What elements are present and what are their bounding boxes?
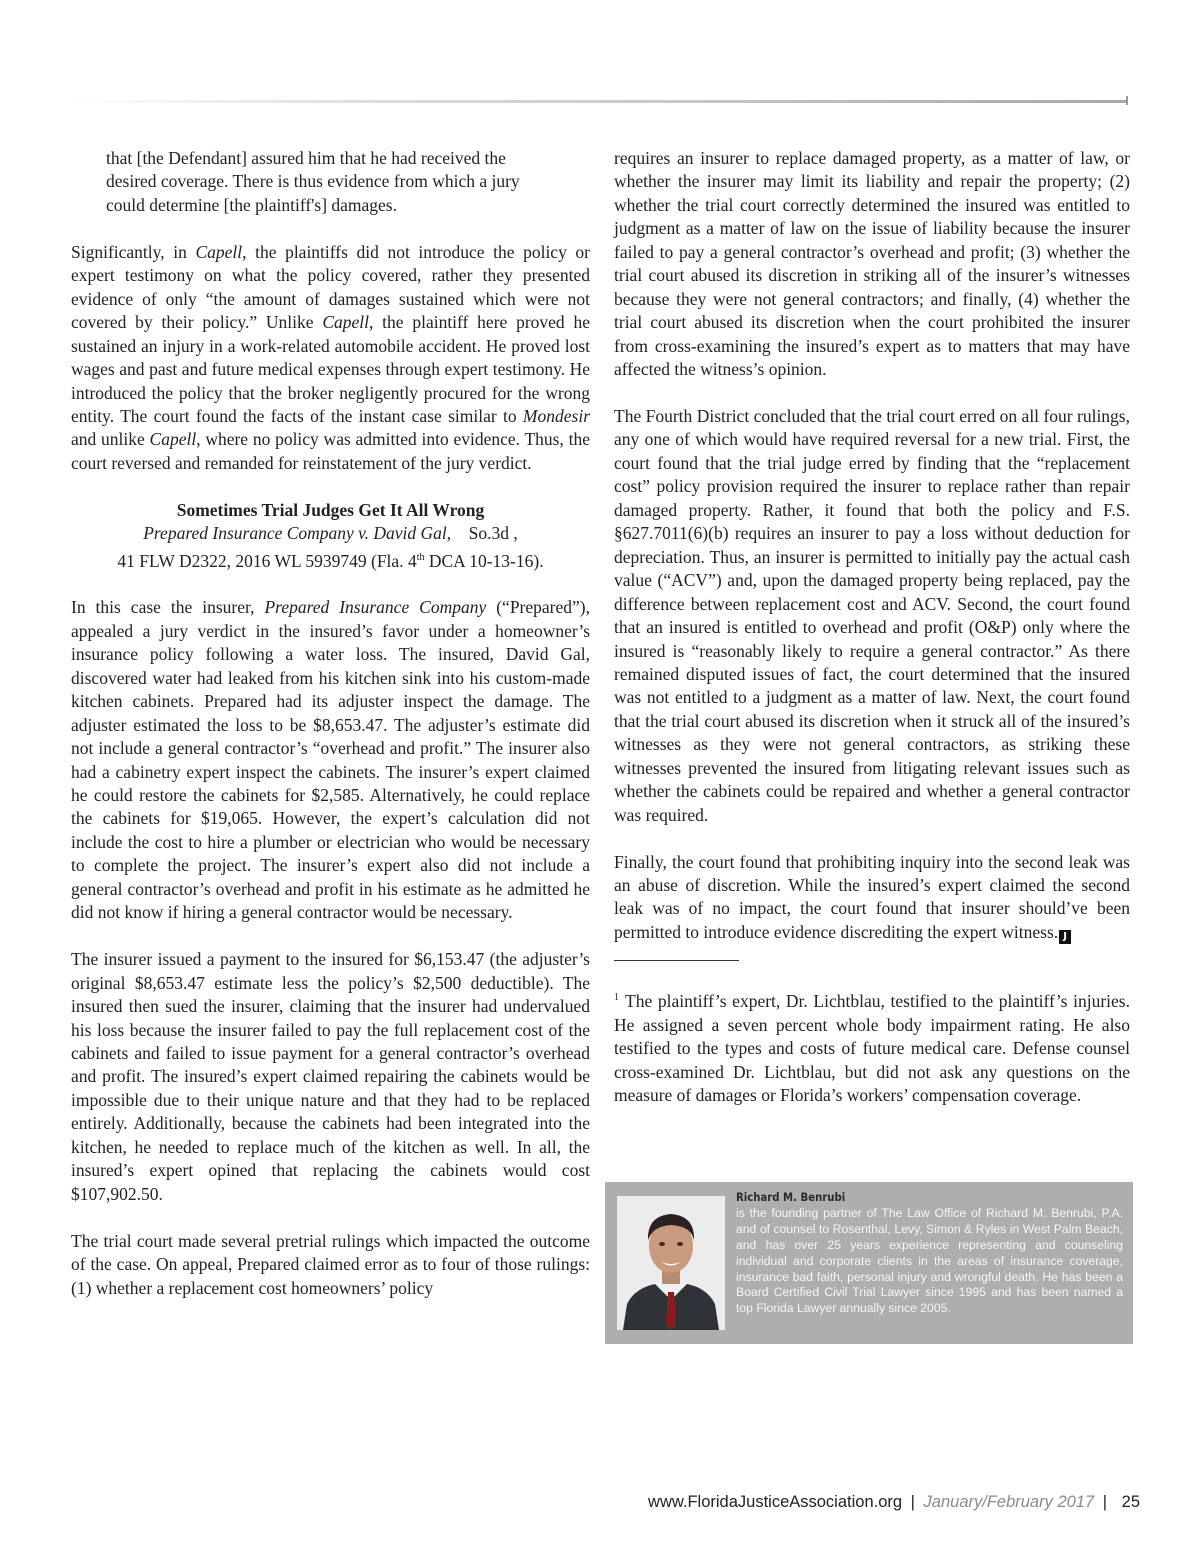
paragraph-fourth-district: The Fourth District concluded that the trial court erred on all four rulings, any one of which would have required reversal for a new trial. First, the court found that the trial judge erred by finding that the “replacement cost” policy provision required the insurer to replace rather than repair damaged property. Rather, it found that both the policy and F.S. §627.7011(6)(b) requires an insurer to pay a loss without deduction for depreciation. Thus, an insurer is permitted to initially pay the actual cash value (“ACV”) and, upon the damaged property being replaced, pay the difference between replacement cost and ACV. Second, the court found that an insured is entitled to overhead and profit (O&P) only where the insured is “reasonably likely to require a general contractor.” As there remained disputed issues of fact, the court determined that the insured was not entitled to a judgment as a matter of law. Next, the court found that the trial court abused its discretion when it struck all of the insured’s witnesses as they were not general contractors, as striking these witnesses prevented the insured from litigating relevant issues such as whether the cabinets could be repaired and whether a general contractor was required.: [614, 405, 1130, 825]
footnote-number: 1: [614, 992, 619, 1004]
case-name: Capell: [149, 429, 197, 450]
case-name: Mondesir: [522, 405, 590, 426]
paragraph-rulings: The trial court made several pretrial rulings which impacted the outcome of the case. On appeal, Prepared claimed error as to four of those rulings: (1) whether a replacement cost homeowners’ policy: [71, 1230, 590, 1298]
citation-superscript: th: [416, 551, 425, 563]
citation-reporter: So.3d ,: [468, 523, 518, 544]
page-number: 25: [1121, 1493, 1140, 1511]
author-bio-box: [605, 1182, 1133, 1344]
text-run: Finally, the court found that prohibiting inquiry into the second leak was an abuse of discretion. While the insured’s expert claimed the second leak was of no impact, the court found that insurer should’ve been permitted to introduce evidence discrediting the expert witness.: [614, 851, 1130, 942]
text-run: Significantly, in: [71, 241, 196, 262]
footnote: [614, 986, 1130, 1107]
page-footer: [648, 1493, 1140, 1512]
right-column: [614, 147, 1130, 1131]
text-run: , the plaintiff here proved he sustained an injury in a work-related automobile accident. He proved lost wages and past and future medical expenses through expert testimony. He introduced the policy that the broker negligently procured for the wrong entity. The court found the facts of the instant case similar to: [71, 312, 590, 426]
text-run: , where no policy was admitted into evidence. Thus, the court reversed and remanded for reinstatement of the jury verdict.: [71, 429, 590, 473]
header-rule: [60, 100, 1128, 103]
author-photo: [617, 1196, 725, 1330]
block-quote: that [the Defendant] assured him that he had received the desired coverage. There is thus evidence from which a jury could determine [the plaintiff's] damages.: [106, 148, 520, 215]
website-link[interactable]: www.FloridaJusticeAssociation.org: [648, 1493, 903, 1511]
footer-separator: |: [1102, 1493, 1108, 1511]
paragraph-rulings-continued: requires an insurer to replace damaged property, as a matter of law, or whether the insurer may limit its liability and repair the property; (2) whether the trial court correctly determined the insured was entitled to judgment as a matter of law on the issue of liability because the insurer failed to pay a general contractor’s overhead and profit; (3) whether the trial court abused its discretion in striking all of the insurer’s witnesses because they were not general contractors; and finally, (4) whether the trial court abused its discretion when the court prohibited the insurer from cross-examining the insured’s expert as to matters that may have affected the witness’s opinion.: [614, 148, 1130, 380]
author-description: is the founding partner of The Law Office of Richard M. Benrubi, P.A. and of counsel to Rosenthal, Levy, Simon & Ryles in West Palm Beach, and has over 25 years experience representing and counseling individual and corporate clients in the areas of insurance coverage, insurance bad faith, personal injury and wrongful death. He has been a Board Certified Civil Trial Lawyer since 1995 and has been named a top Florida Lawyer annually since 2005.: [736, 1205, 1123, 1316]
left-column: [71, 147, 590, 1323]
text-run: In this case the insurer,: [71, 597, 265, 618]
author-portrait-icon: [617, 1196, 725, 1330]
section-heading: Sometimes Trial Judges Get It All Wrong: [176, 499, 485, 520]
header-rule-tick: [1126, 96, 1128, 105]
article-end-icon: J: [1059, 930, 1071, 944]
footnote-text: The plaintiff’s expert, Dr. Lichtblau, testified to the plaintiff’s injuries. He assigned a seven percent whole body impairment rating. He also testified to the types and costs of future medical care. Defense counsel cross-examined Dr. Lichtblau, but did not ask any questions on the measure of damages or Florida’s workers’ compensation coverage.: [614, 991, 1130, 1106]
paragraph-capell: [71, 241, 590, 476]
case-citation: [71, 522, 590, 573]
text-run: (“Prepared”), appealed a jury verdict in the insured’s favor under a homeowner’s insurance policy following a water loss. The insured, David Gal, discovered water had leaked from his kitchen sink into his custom-made kitchen cabinets. Prepared had its adjuster inspect the damage. The adjuster estimated the loss to be $8,653.47. The adjuster’s estimate did not include a general contractor’s “overhead and profit.” The insurer also had a cabinetry expert inspect the cabinets. The insurer’s expert claimed he could restore the cabinets for $2,585. Alternatively, he could replace the cabinets for $19,065. However, the expert’s calculation did not include the cost to hire a plumber or electrician who would be necessary to complete the project. The insurer’s expert also did not include a general contractor’s overhead and profit in his estimate as he admitted he did not know if hiring a general contractor would be necessary.: [71, 597, 590, 923]
author-bio: [736, 1190, 1123, 1317]
party-name: Prepared Insurance Company: [264, 597, 487, 618]
case-name: Capell: [195, 241, 243, 262]
case-name: Capell: [322, 312, 369, 333]
paragraph-facts: [71, 596, 590, 924]
issue-date: January/February 2017: [923, 1493, 1095, 1511]
footnote-divider: [614, 960, 739, 961]
text-run: , the plaintiffs did not introduce the policy or expert testimony on what the policy covered, rather they presented evidence of only “the amount of damages sustained which were not covered by their policy.” Unlike: [71, 241, 590, 333]
text-run: and unlike: [71, 429, 150, 450]
footer-separator: |: [910, 1493, 915, 1511]
citation-line: 41 FLW D2322, 2016 WL 5939749 (Fla. 4: [117, 550, 417, 571]
paragraph-payment: The insurer issued a payment to the insured for $6,153.47 (the adjuster’s original $8,653.47 estimate less the policy’s $2,500 deductible). The insured then sued the insurer, claiming that the insurer had undervalued his loss because the insurer failed to pay the full replacement cost of the cabinets and failed to issue payment for a general contractor’s overhead and profit. The insured’s expert claimed repairing the cabinets would be impossible due to their unique nature and that they had to be replaced entirely. Additionally, because the cabinets had been integrated into the kitchen, he needed to replace much of the kitchen as well. In all, the insured’s expert opined that replacing the cabinets would cost $107,902.50.: [71, 949, 590, 1204]
paragraph-finally: [614, 851, 1130, 945]
author-name: Richard M. Benrubi: [736, 1190, 846, 1204]
citation-line: DCA 10-13-16).: [424, 550, 544, 571]
citation-case-name: Prepared Insurance Company v. David Gal,: [143, 523, 452, 544]
